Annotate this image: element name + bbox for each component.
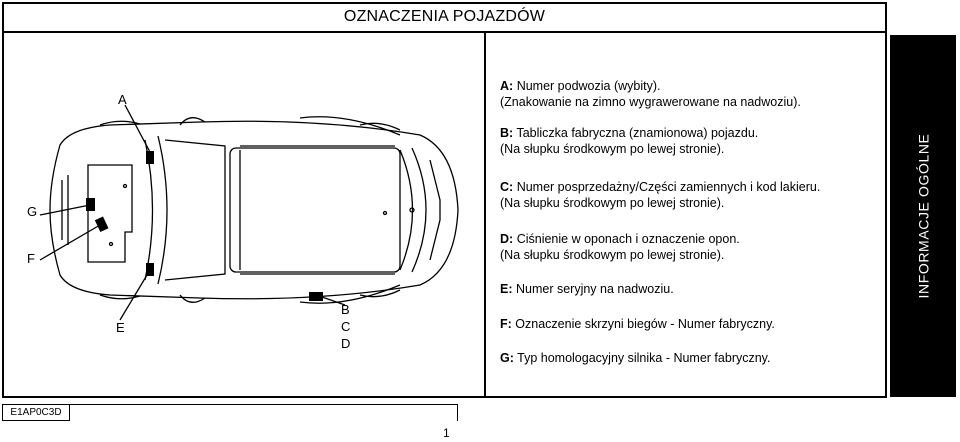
legend-entry-f [500,316,775,332]
image-code: E1AP0C3D [2,404,70,421]
marker-e [146,263,154,276]
legend-note: (Na słupku środkowym po lewej stronie). [500,196,725,210]
page-number: 1 [443,426,450,440]
legend-entry-d [500,231,740,263]
legend-entry-b [500,125,758,157]
legend-note: (Na słupku środkowym po lewej stronie). [500,248,725,262]
callout-f: F [27,251,35,266]
callout-g: G [27,204,38,219]
callout-a: A [118,92,127,107]
footer-bracket [70,404,458,421]
legend-letter: A: [500,79,514,93]
legend-note: (Znakowanie na zimno wygrawerowane na nadwoziu). [500,95,801,109]
marker-f [95,216,109,232]
legend-text: Numer posprzedażny/Części zamiennych i kod lakieru. [516,180,821,194]
callout-d: D [341,336,351,351]
marker-bcd [309,292,323,301]
legend-entry-g [500,350,770,366]
callout-e: E [116,320,125,335]
marker-g [86,198,95,211]
callout-b: B [341,302,350,317]
vehicle-top-view-illustration [0,0,484,400]
legend-letter: F: [500,317,512,331]
legend-text: Tabliczka fabryczna (znamionowa) pojazdu. [516,126,759,140]
legend-entry-a [500,78,801,110]
legend-letter: G: [500,351,514,365]
section-tab [890,35,956,397]
legend-letter: B: [500,126,514,140]
column-divider [484,33,486,398]
legend-entry-e [500,281,674,297]
legend-text: Typ homologacyjny silnika - Numer fabryczny. [517,351,771,365]
page-title: OZNACZENIA POJAZDÓW [343,7,546,25]
section-tab-label: INFORMACJE OGÓLNE [915,133,931,299]
legend-note: (Na słupku środkowym po lewej stronie). [500,142,725,156]
legend-letter: D: [500,232,514,246]
legend-text: Numer seryjny na nadwoziu. [515,282,674,296]
marker-a [146,151,154,164]
legend-text: Ciśnienie w oponach i oznaczenie opon. [516,232,740,246]
legend-letter: E: [500,282,513,296]
legend-letter: C: [500,180,514,194]
legend-text: Numer podwozia (wybity). [516,79,661,93]
legend-entry-c [500,179,820,211]
callout-c: C [341,319,351,334]
legend-text: Oznaczenie skrzyni biegów - Numer fabryczny. [515,317,775,331]
